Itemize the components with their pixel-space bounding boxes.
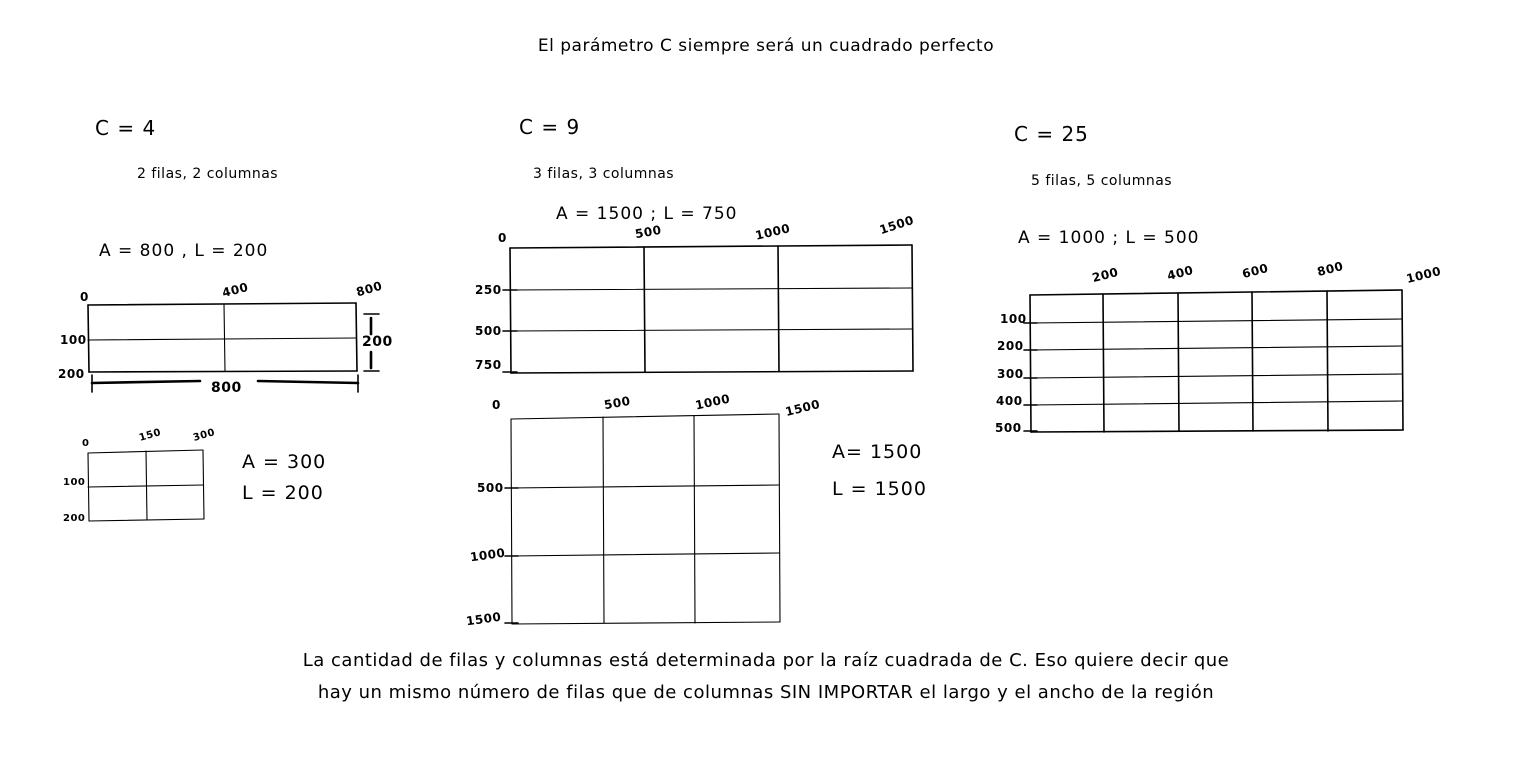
section-subheading-c4: 2 filas, 2 columnas — [137, 166, 279, 182]
label-a-c4-second: A = 300 — [242, 451, 327, 473]
tick-top-c9-second-1: 500 — [602, 393, 632, 413]
page-title: El parámetro C siempre será un cuadrado perfecto — [537, 36, 995, 56]
footer-text — [0, 645, 1532, 709]
label-l-c9-second: L = 1500 — [832, 478, 927, 500]
tick-top-c25-4: 1000 — [1404, 263, 1443, 287]
tick-left-c25-0: 100 — [1000, 312, 1027, 326]
tick-left-c9-first-1: 500 — [475, 324, 502, 338]
tick-top-c25-0: 200 — [1090, 264, 1120, 286]
footer-line-1: La cantidad de filas y columnas está determinada por la raíz cuadrada de C. Eso quiere decir que — [302, 650, 1230, 671]
tick-top-c4-first-1: 400 — [220, 279, 250, 301]
tick-top-c4-first-2: 800 — [354, 278, 384, 300]
tick-left-c9-second-2: 1500 — [465, 609, 503, 629]
section-subheading-c25: 5 filas, 5 columnas — [1031, 173, 1173, 189]
tick-top-c9-second-0: 0 — [492, 398, 501, 412]
tick-top-c4-first-0: 0 — [80, 290, 89, 304]
tick-left-c25-4: 500 — [995, 421, 1022, 435]
tick-left-c9-first-0: 250 — [475, 283, 502, 297]
tick-top-c4-second-1: 150 — [137, 427, 163, 444]
section-subheading-c9: 3 filas, 3 columnas — [533, 166, 675, 182]
tick-top-c9-second-3: 1500 — [783, 396, 822, 420]
tick-left-c25-2: 300 — [997, 367, 1024, 381]
section-heading-c9: C = 9 — [519, 115, 581, 139]
tick-left-c4-first-0: 100 — [60, 333, 87, 347]
tick-left-c25-3: 400 — [996, 394, 1023, 408]
label-l-c4-second: L = 200 — [242, 482, 324, 504]
tick-top-c25-3: 800 — [1315, 258, 1345, 280]
tick-top-c9-second-2: 1000 — [693, 391, 732, 413]
tick-left-c4-second-1: 200 — [63, 513, 86, 524]
tick-top-c9-first-1: 500 — [633, 222, 663, 242]
tick-top-c25-2: 600 — [1240, 260, 1270, 282]
section-heading-c4: C = 4 — [95, 116, 157, 140]
section-heading-c25: C = 25 — [1014, 122, 1089, 146]
height-label-c4-first: 200 — [362, 334, 393, 350]
figure-label-c9-first: A = 1500 ; L = 750 — [556, 204, 738, 224]
tick-top-c25-1: 400 — [1165, 262, 1195, 284]
tick-left-c9-first-2: 750 — [475, 358, 502, 372]
tick-left-c9-second-0: 500 — [477, 481, 504, 495]
tick-top-c9-first-3: 1500 — [877, 212, 916, 238]
tick-top-c9-first-2: 1000 — [753, 221, 792, 243]
figure-label-c4-first: A = 800 , L = 200 — [99, 241, 269, 261]
tick-left-c9-second-1: 1000 — [469, 545, 507, 565]
tick-top-c4-second-2: 300 — [191, 427, 217, 444]
figure-label-c25: A = 1000 ; L = 500 — [1018, 228, 1200, 248]
tick-left-c4-second-0: 100 — [63, 477, 86, 488]
tick-left-c4-first-1: 200 — [58, 367, 85, 381]
width-label-c4-first: 800 — [211, 380, 242, 396]
tick-left-c25-1: 200 — [997, 339, 1024, 353]
tick-top-c4-second-0: 0 — [82, 438, 90, 449]
label-a-c9-second: A= 1500 — [832, 441, 923, 463]
footer-line-2: hay un mismo número de filas que de columnas SIN IMPORTAR el largo y el ancho de la región — [317, 682, 1215, 703]
tick-top-c9-first-0: 0 — [498, 231, 507, 245]
